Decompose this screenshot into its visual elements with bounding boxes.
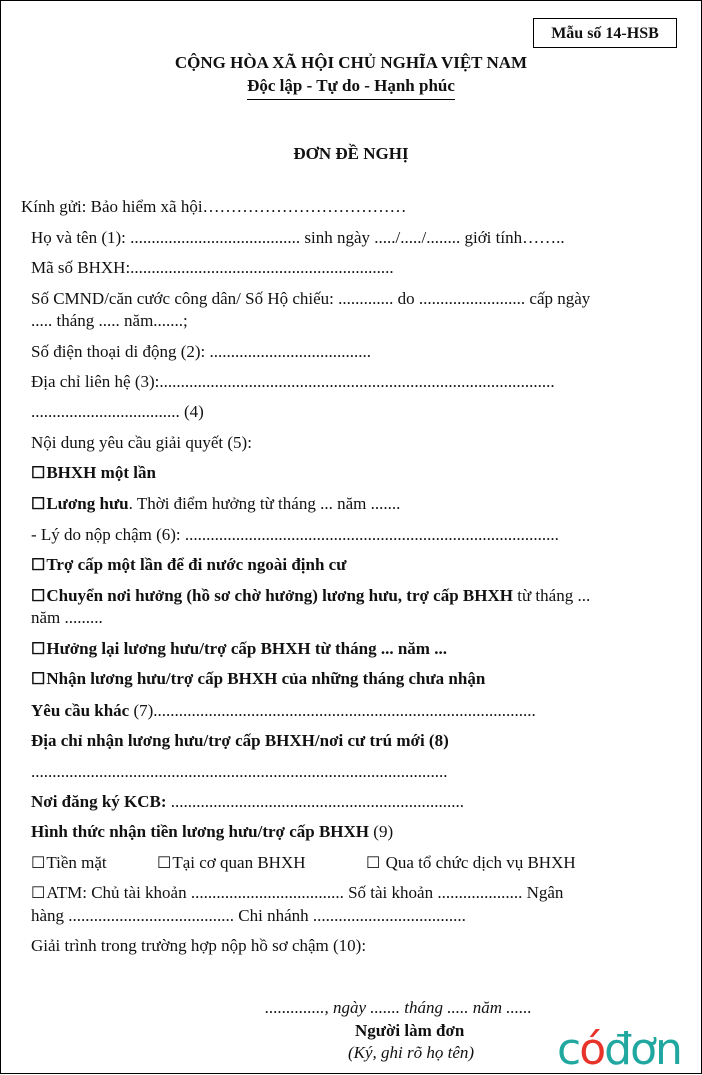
checkbox-icon[interactable]: ☐ xyxy=(366,855,381,872)
option-resume xyxy=(31,639,447,660)
bhxh-number-line: Mã số BHXH:.............................................................. xyxy=(31,258,394,277)
address-line-cont: ................................... (4) xyxy=(31,402,204,421)
motto: Độc lập - Tự do - Hạnh phúc xyxy=(247,76,455,100)
checkbox-icon[interactable]: ☐ xyxy=(31,855,46,872)
new-address-label: Địa chỉ nhận lương hưu/trợ cấp BHXH/nơi cư trú mới (8) xyxy=(31,731,449,750)
atm-line xyxy=(31,883,563,904)
codon-logo xyxy=(557,1024,701,1075)
recipient-line: Kính gửi: Bảo hiểm xã hội……………………………… xyxy=(21,197,407,216)
checkbox-icon[interactable]: ☐ xyxy=(31,641,46,658)
option-transfer-cont: năm ......... xyxy=(31,608,103,627)
atm-details: ATM: Chủ tài khoản .................................... Số tài khoản .................... Ngân xyxy=(46,883,564,902)
option-label: Chuyển nơi hưởng (hồ sơ chờ hưởng) lương hưu, trợ cấp BHXH xyxy=(46,586,513,605)
option-label: Nhận lương hưu/trợ cấp BHXH của những tháng chưa nhận xyxy=(46,669,486,688)
payment-method-line xyxy=(31,822,393,842)
logo-part: c xyxy=(557,1024,580,1075)
kcb-label: Nơi đăng ký KCB: xyxy=(31,792,167,811)
form-code-box: Mẫu số 14-HSB xyxy=(533,18,677,48)
option-pension xyxy=(31,494,400,515)
motto-wrapper xyxy=(1,76,701,100)
signature-note: (Ký, ghi rõ họ tên) xyxy=(348,1043,475,1062)
checkbox-icon[interactable]: ☐ xyxy=(31,885,46,902)
new-address-dots: .................................................................................................. xyxy=(31,762,448,781)
id-card-line-cont: ..... tháng ..... năm.......; xyxy=(31,311,188,330)
checkbox-icon[interactable]: ☐ xyxy=(157,855,172,872)
atm-line-cont: hàng ....................................... Chi nhánh .................................... xyxy=(31,906,466,925)
checkbox-icon[interactable]: ☐ xyxy=(31,588,46,605)
other-request-dots: (7).......................................................................................... xyxy=(129,701,536,720)
option-label: Trợ cấp một lần để đi nước ngoài định cư xyxy=(46,555,347,574)
payment-agency-option xyxy=(157,853,306,874)
option-label: Tiền mặt xyxy=(46,853,107,872)
signer-label: Người làm đơn xyxy=(355,1021,465,1040)
name-line: Họ và tên (1): ........................................ sinh ngày ...../...../........ giới tính…….. xyxy=(31,228,565,247)
other-request-label: Yêu cầu khác xyxy=(31,701,130,720)
option-label: Qua tổ chức dịch vụ BHXH xyxy=(381,853,576,872)
other-request-line xyxy=(31,701,536,721)
address-line: Địa chỉ liên hệ (3):............................................................................................. xyxy=(31,372,555,391)
checkbox-icon[interactable]: ☐ xyxy=(31,671,46,688)
date-line: .............., ngày ....... tháng ..... năm ...... xyxy=(265,998,532,1017)
option-detail: . Thời điểm hưởng từ tháng ... năm ....... xyxy=(128,494,401,513)
logo-part: đơn xyxy=(604,1024,681,1075)
request-intro: Nội dung yêu cầu giải quyết (5): xyxy=(31,433,252,452)
nation-heading: CỘNG HÒA XÃ HỘI CHỦ NGHĨA VIỆT NAM xyxy=(174,53,528,72)
option-abroad xyxy=(31,555,346,576)
payment-service-option xyxy=(366,853,576,874)
option-one-time xyxy=(31,463,156,484)
payment-method-note: (9) xyxy=(369,822,394,841)
document-title: ĐƠN ĐỀ NGHỊ xyxy=(293,144,409,163)
option-detail: từ tháng ... xyxy=(512,586,591,605)
logo-part-accent: ó xyxy=(579,1024,605,1075)
option-unreceived xyxy=(31,669,485,690)
kcb-dots: ..................................................................... xyxy=(166,792,465,811)
late-reason-line: - Lý do nộp chậm (6): ........................................................................................ xyxy=(31,525,559,544)
payment-method-label: Hình thức nhận tiền lương hưu/trợ cấp BHXH xyxy=(31,822,370,841)
payment-cash-option xyxy=(31,853,107,874)
option-label: BHXH một lần xyxy=(46,463,156,482)
late-explanation-line: Giải trình trong trường hợp nộp hồ sơ chậm (10): xyxy=(31,936,367,955)
id-card-line: Số CMND/căn cước công dân/ Số Hộ chiếu: ............. do ......................... cấp ngày xyxy=(31,289,591,308)
option-label: Lương hưu xyxy=(46,494,129,513)
option-label: Tại cơ quan BHXH xyxy=(172,853,306,872)
checkbox-icon[interactable]: ☐ xyxy=(31,557,46,574)
checkbox-icon[interactable]: ☐ xyxy=(31,496,46,513)
option-transfer xyxy=(31,586,590,607)
kcb-line xyxy=(31,792,464,812)
checkbox-icon[interactable]: ☐ xyxy=(31,465,46,482)
phone-line: Số điện thoại di động (2): ...................................... xyxy=(31,342,371,361)
option-label: Hưởng lại lương hưu/trợ cấp BHXH từ tháng ... năm ... xyxy=(46,639,447,658)
